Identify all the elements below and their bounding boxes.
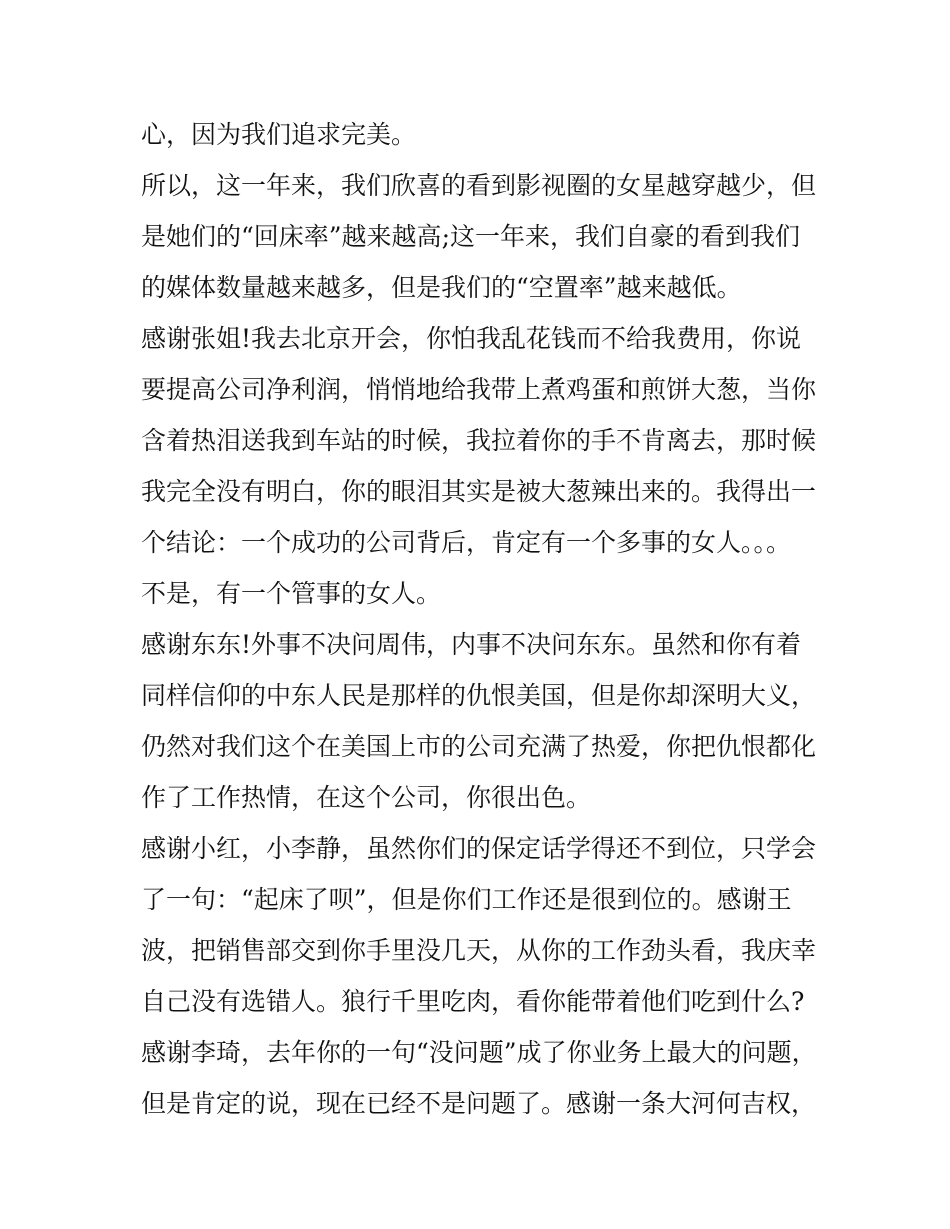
text-line-9: 个结论：一个成功的公司背后，肯定有一个多事的女人。。。 xyxy=(141,528,792,557)
text-line-12: 同样信仰的中东人民是那样的仇恨美国，但是你却深明大义， xyxy=(141,681,817,710)
text-line-19: 感谢李琦，去年你的一句“没问题”成了你业务上最大的问题， xyxy=(141,1038,817,1067)
text-line-10: 不是，有一个管事的女人。 xyxy=(141,579,442,608)
text-line-1: 心，因为我们追求完美。 xyxy=(141,120,417,149)
text-line-3: 是她们的“回床率”越来越高;这一年来，我们自豪的看到我们 xyxy=(141,222,800,251)
text-line-13: 仍然对我们这个在美国上市的公司充满了热爱，你把仇恨都化 xyxy=(141,732,817,761)
text-line-17: 波，把销售部交到你手里没几天，从你的工作劲头看，我庆幸 xyxy=(141,936,817,965)
text-line-11: 感谢东东!外事不决问周伟，内事不决问东东。虽然和你有着 xyxy=(141,630,802,659)
text-line-14: 作了工作热情，在这个公司，你很出色。 xyxy=(141,783,592,812)
document-body xyxy=(141,109,817,1129)
text-line-2: 所以，这一年来，我们欣喜的看到影视圈的女星越穿越少，但 xyxy=(141,171,817,200)
text-line-18: 自己没有选错人。狼行千里吃肉，看你能带着他们吃到什么? xyxy=(141,987,805,1016)
text-line-15: 感谢小红，小李静，虽然你们的保定话学得还不到位，只学会 xyxy=(141,834,817,863)
text-line-5: 感谢张姐!我去北京开会，你怕我乱花钱而不给我费用，你说 xyxy=(141,324,802,353)
text-line-7: 含着热泪送我到车站的时候，我拉着你的手不肯离去，那时候 xyxy=(141,426,817,455)
text-line-4: 的媒体数量越来越多，但是我们的“空置率”越来越低。 xyxy=(141,273,742,302)
text-line-8: 我完全没有明白，你的眼泪其实是被大葱辣出来的。我得出一 xyxy=(141,477,817,506)
text-line-16: 了一句：“起床了呗”，但是你们工作还是很到位的。感谢王 xyxy=(141,885,792,914)
text-line-6: 要提高公司净利润，悄悄地给我带上煮鸡蛋和煎饼大葱，当你 xyxy=(141,375,817,404)
text-line-20: 但是肯定的说，现在已经不是问题了。感谢一条大河何吉权， xyxy=(141,1089,817,1118)
